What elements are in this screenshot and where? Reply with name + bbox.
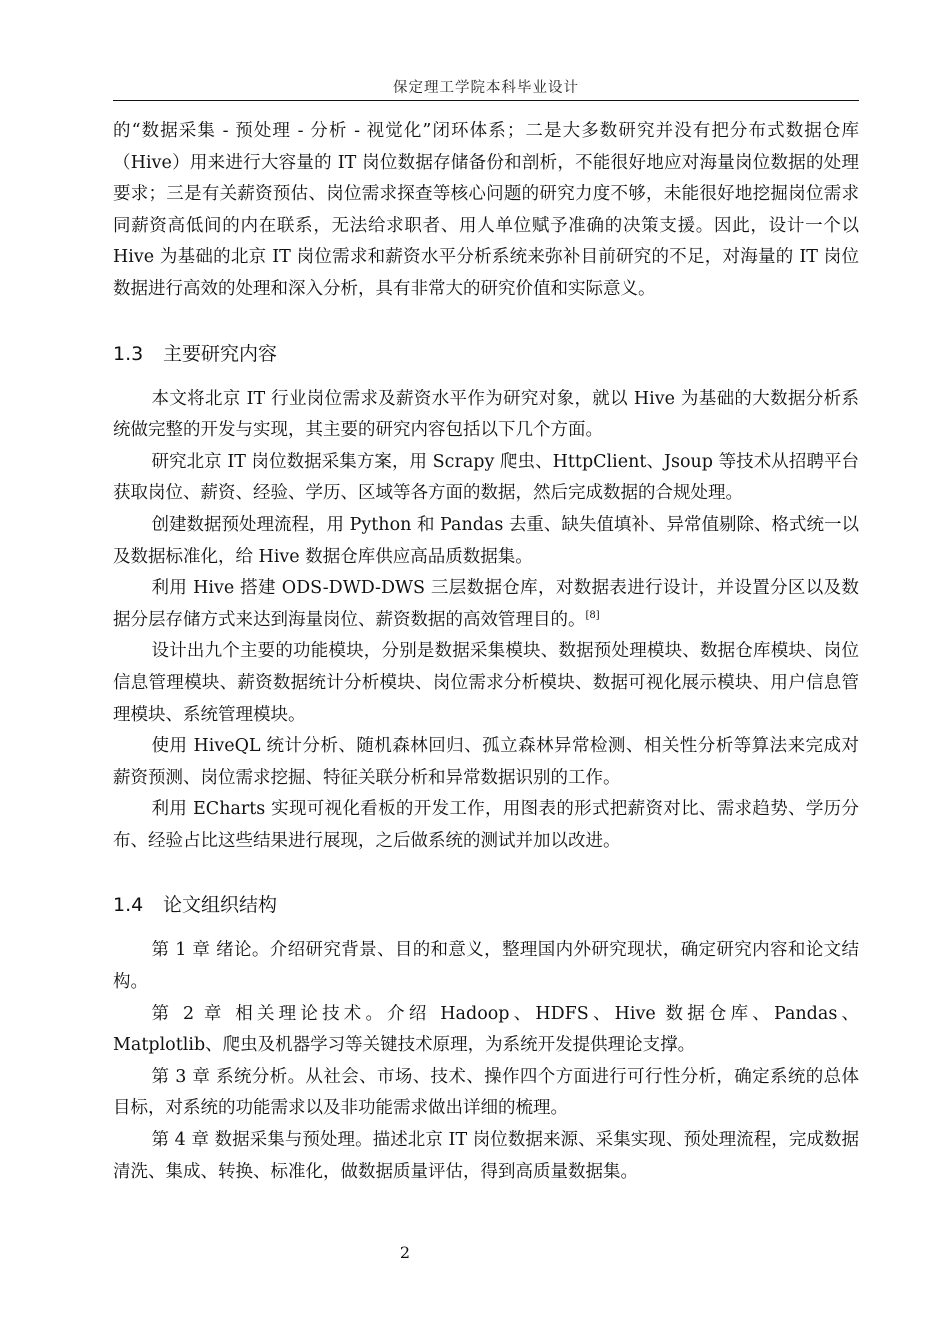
paragraph: 第 4 章 数据采集与预处理。描述北京 IT 岗位数据来源、采集实现、预处理流程，完成数据清洗、集成、转换、标准化，做数据质量评估，得到高质量数据集。 <box>113 1130 859 1182</box>
paragraph: 利用 ECharts 实现可视化看板的开发工作，用图表的形式把薪资对比、需求趋势、学历分布、经验占比这些结果进行展现，之后做系统的测试并加以改进。 <box>113 799 859 851</box>
paragraph: 研究北京 IT 岗位数据采集方案，用 Scrapy 爬虫、HttpClient、Jsoup 等技术从招聘平台获取岗位、薪资、经验、学历、区域等各方面的数据，然后完成数据的合规处理。 <box>113 451 859 504</box>
section-spacer <box>113 857 859 889</box>
section-title: 论文组织结构 <box>163 894 278 917</box>
section-heading-1-3 <box>113 338 859 370</box>
section-number: 1.4 <box>113 894 144 917</box>
section-heading-1-4 <box>113 889 859 921</box>
paragraph-text: 利用 Hive 搭建 ODS-DWD-DWS 三层数据仓库，对数据表进行设计，并设置分区以及数据分层存储方式来达到海量岗位、薪资数据的高效管理目的。 <box>113 578 859 630</box>
intro-continuation-paragraph: 的“数据采集 - 预处理 - 分析 - 视觉化”闭环体系；二是大多数研究并没有把分布式数据仓库（Hive）用来进行大容量的 IT 岗位数据存储备份和剖析，不能很好地应对海量岗位数据的处理要求；三是有关薪资预估、岗位需求探查等核心问题的研究力度不够，未能很好地挖掘岗位需求同薪资高低间的内在联系，无法给求职者、用人单位赋予准确的决策支援。因此，设计一个以 Hive 为基础的北京 IT 岗位需求和薪资水平分析系统来弥补目前研究的不足，对海量的 IT 岗位数据进行高效的处理和深入分析，具有非常大的研究价值和实际意义。 <box>113 121 859 299</box>
paragraph-with-citation <box>113 573 859 636</box>
paragraph: 本文将北京 IT 行业岗位需求及薪资水平作为研究对象，就以 Hive 为基础的大数据分析系统做完整的开发与实现，其主要的研究内容包括以下几个方面。 <box>113 388 859 441</box>
section-number: 1.3 <box>113 342 144 365</box>
citation-marker: [8] <box>585 609 600 621</box>
section-spacer <box>113 370 859 384</box>
header-rule <box>113 100 859 101</box>
paragraph: 第 2 章 相关理论技术。介绍 Hadoop、HDFS、Hive 数据仓库、Pandas、Matplotlib、爬虫及机器学习等关键技术原理，为系统开发提供理论支撑。 <box>113 1003 859 1056</box>
section-spacer <box>113 921 859 935</box>
paragraph: 设计出九个主要的功能模块，分别是数据采集模块、数据预处理模块、数据仓库模块、岗位信息管理模块、薪资数据统计分析模块、岗位需求分析模块、数据可视化展示模块、用户信息管理模块、系统管理模块。 <box>113 641 859 725</box>
paragraph: 使用 HiveQL 统计分析、随机森林回归、孤立森林异常检测、相关性分析等算法来完成对薪资预测、岗位需求挖掘、特征关联分析和异常数据识别的工作。 <box>113 736 859 788</box>
section-spacer <box>113 306 859 338</box>
page-header: 保定理工学院本科毕业设计 <box>393 80 579 96</box>
document-body <box>113 116 859 1188</box>
page-number: 2 <box>399 1243 411 1262</box>
paragraph: 创建数据预处理流程，用 Python 和 Pandas 去重、缺失值填补、异常值剔除、格式统一以及数据标准化，给 Hive 数据仓库供应高品质数据集。 <box>113 514 859 567</box>
paragraph: 第 1 章 绪论。介绍研究背景、目的和意义，整理国内外研究现状，确定研究内容和论文结构。 <box>113 940 859 993</box>
paragraph: 第 3 章 系统分析。从社会、市场、技术、操作四个方面进行可行性分析，确定系统的总体目标，对系统的功能需求以及非功能需求做出详细的梳理。 <box>113 1066 859 1119</box>
section-title: 主要研究内容 <box>163 342 278 365</box>
